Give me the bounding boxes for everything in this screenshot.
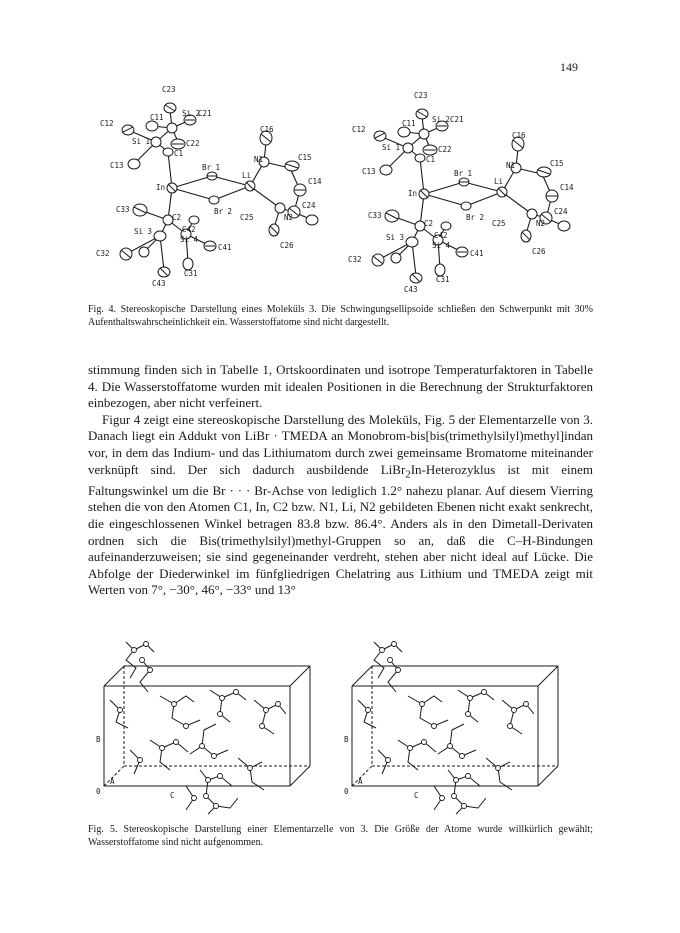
label-br1-right: Br 1 (454, 169, 473, 178)
axis-label-b-right: B (344, 735, 349, 744)
page-number: 149 (560, 60, 578, 74)
label-c43: C43 (152, 279, 166, 288)
label-c12-right: C12 (352, 125, 366, 134)
label-c24-right: C24 (554, 207, 568, 216)
paragraph-1: stimmung finden sich in Tabelle 1, Ortskoordinaten und isotrope Temperaturfaktoren in Tabelle 4. Die Wasserstoffatome wurden mit idealen Positionen in die Berechnung der Strukturfaktoren einbezogen, aber nicht verfeinert. (88, 362, 593, 411)
stereo-right-unit-cell (352, 642, 558, 815)
label-n1-right: N1 (506, 161, 516, 170)
label-c31-right: C31 (436, 275, 450, 284)
label-n2: N2 (284, 213, 294, 222)
label-c11-right: C11 (402, 119, 416, 128)
label-c42-right: C42 (434, 231, 448, 240)
label-c13: C13 (110, 161, 124, 170)
label-li-right: Li (494, 177, 504, 186)
label-c24: C24 (302, 201, 316, 210)
label-li: Li (242, 171, 252, 180)
label-c13-right: C13 (362, 167, 376, 176)
label-c26-right: C26 (532, 247, 546, 256)
label-in: In (156, 183, 166, 192)
label-c12: C12 (100, 119, 114, 128)
label-c16-right: C16 (512, 131, 526, 140)
axis-label-a-right: A (358, 777, 363, 786)
label-si2-right: Si 2 (432, 115, 451, 124)
paragraph-2-part-2: In-Heterozyklus ist mit einem Faltungswinkel um die Br · · · Br-Achse von lediglich 1.2° nahezu planar. Auf diesem Vierring stehen die von den Atomen C1, In, C2 bzw. N1, Li, N2 gebildeten Ebenen nicht exakt senkrecht, die eingeschlossenen Winkel betragen 83.8 bzw. 86.4°. Anders als in den Dimetall-Derivaten ordnen sich die Bis(trimethylsilyl)methyl-Gruppen so an, daß die C–H-Bindungen aufeinanderzuweisen; sie sind gegeneinander verdreht, stehen aber nicht ideal auf Lücke. Die Abfolge der Diederwinkel im fünfgliedrigen Chelatring aus Lithium und TMEDA zeigt mit Werten von 7°, −30°, 46°, −33° und 13° (88, 461, 593, 598)
label-c14-right: C14 (560, 183, 574, 192)
label-c1-right: C1 (426, 155, 436, 164)
axis-label-c: C (170, 791, 175, 800)
paragraph-2 (88, 412, 593, 599)
label-c2-right: C2 (424, 219, 434, 228)
label-c21-right: C21 (450, 115, 464, 124)
label-si3-right: Si 3 (386, 233, 405, 242)
label-c32: C32 (96, 249, 110, 258)
label-c2: C2 (172, 213, 182, 222)
axis-label-b: B (96, 735, 101, 744)
label-c42: C42 (182, 225, 196, 234)
label-c1: C1 (174, 149, 184, 158)
label-c21: C21 (198, 109, 212, 118)
paragraph-2-subscript: 2 (405, 468, 411, 481)
axis-label-c-right: C (414, 791, 419, 800)
label-si3: Si 3 (134, 227, 153, 236)
axis-label-origin: 0 (96, 787, 101, 796)
figure-4-stereo-molecule (90, 80, 600, 302)
stereo-left-unit-cell (104, 642, 310, 815)
figure-4-caption: Fig. 4. Stereoskopische Darstellung eines Moleküls 3. Die Schwingungsellipsoide schließen den Schwerpunkt mit 30% Aufenthaltswahrscheinlichkeit ein. Wasserstoffatome sind nicht dargestellt. (88, 304, 593, 328)
label-c33-right: C33 (368, 211, 382, 220)
label-c15: C15 (298, 153, 312, 162)
axis-label-a: A (110, 777, 115, 786)
figure-4-drawing (90, 80, 600, 302)
label-c23: C23 (162, 85, 176, 94)
label-c32-right: C32 (348, 255, 362, 264)
label-br2: Br 2 (214, 207, 233, 216)
label-si1-right: Si 1 (382, 143, 401, 152)
label-c15-right: C15 (550, 159, 564, 168)
label-si2: Si 2 (182, 109, 201, 118)
label-c22: C22 (186, 139, 200, 148)
axis-label-origin-right: 0 (344, 787, 349, 796)
label-c23-right: C23 (414, 91, 428, 100)
label-c16: C16 (260, 125, 274, 134)
label-si4-right: Si 4 (432, 241, 451, 250)
label-n2-right: N2 (536, 219, 546, 228)
label-c41-right: C41 (470, 249, 484, 258)
label-c25-right: C25 (492, 219, 506, 228)
label-c11: C11 (150, 113, 164, 122)
label-br2-right: Br 2 (466, 213, 485, 222)
label-c25: C25 (240, 213, 254, 222)
label-c31: C31 (184, 269, 198, 278)
label-c43-right: C43 (404, 285, 418, 294)
figure-5-stereo-unit-cell (90, 630, 600, 820)
figure-5-drawing (90, 630, 600, 820)
label-si1: Si 1 (132, 137, 151, 146)
label-c22-right: C22 (438, 145, 452, 154)
label-c14: C14 (308, 177, 322, 186)
label-si4: Si 4 (180, 235, 199, 244)
paragraph-2-part-1: Figur 4 zeigt eine stereoskopische Darstellung des Moleküls, Fig. 5 der Elementarzelle von 3. Danach liegt ein Addukt von LiBr · TMEDA an Monobrom-bis[bis(trimethylsilyl)methyl]indan vor, in dem das Indium- und das Lithiumatom durch zwei gemeinsame Bromatome miteinander verknüpft sind. Der sich dadurch ausbildende LiBr (88, 411, 593, 477)
figure-5-caption: Fig. 5. Stereoskopische Darstellung einer Elementarzelle von 3. Die Größe der Atome wurde willkürlich gewählt; Wasserstoffatome sind nicht aufgenommen. (88, 824, 593, 848)
label-c26: C26 (280, 241, 294, 250)
label-in-right: In (408, 189, 418, 198)
label-c41: C41 (218, 243, 232, 252)
label-br1: Br 1 (202, 163, 221, 172)
label-c33: C33 (116, 205, 130, 214)
body-text (88, 362, 593, 599)
label-n1: N1 (254, 155, 264, 164)
